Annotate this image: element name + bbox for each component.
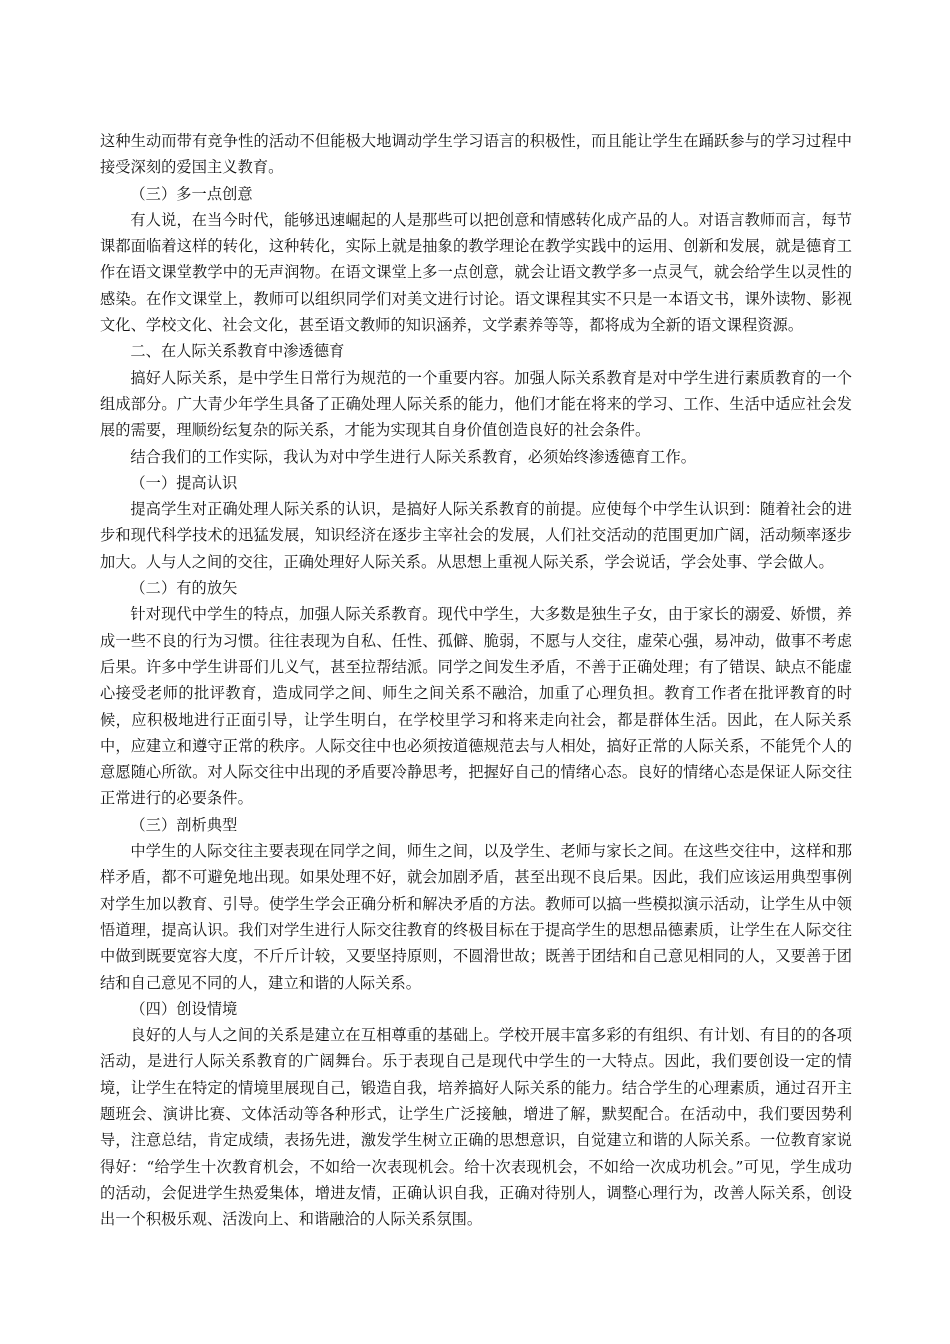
paragraph-situations: 良好的人与人之间的关系是建立在互相尊重的基础上。学校开展丰富多彩的有组织、有计划、有目的的各项活动，是进行人际关系教育的广阔舞台。乐于表现自己是现代中学生的一大特点。因此，我们要创设一定的情境，让学生在特定的情境里展现自己，锻造自我，培养搞好人际关系的能力。结合学生的心理素质，通过召开主题班会、演讲比赛、文体活动等各种形式，让学生广泛接触，增进了解，默契配合。在活动中，我们要因势利导，注意总结，肯定成绩，表扬先进，激发学生树立正确的思想意识，自觉建立和谐的人际关系。一位教育家说得好：“给学生十次教育机会，不如给一次表现机会。给十次表现机会，不如给一次成功机会。”可见，学生成功的活动，会促进学生热爱集体，增进友情，正确认识自我，正确对待别人，调整心理行为，改善人际关系，创设出一个积极乐观、活泼向上、和谐融洽的人际关系氛围。 xyxy=(100,1026,852,1229)
section-heading-creativity: （三）多一点创意 xyxy=(130,184,253,203)
section-heading-typical-cases: （三）剖析典型 xyxy=(130,815,238,834)
paragraph-typical-cases: 中学生的人际交往主要表现在同学之间，师生之间，以及学生、老师与家长之间。在这些交往中，这样和那样矛盾，都不可避免地出现。如果处理不好，就会加剧矛盾，甚至出现不良后果。因此，我们应该运用典型事例对学生加以教育、引导。使学生学会正确分析和解决矛盾的方法。教师可以搞一些模拟演示活动，让学生从中领悟道理，提高认识。我们对学生进行人际交往教育的终极目标在于提高学生的思想品德素质，让学生在人际交往中做到既要宽容大度，不斤斤计较，又要坚持原则，不圆滑世故；既善于团结和自己意见相同的人，又要善于团结和自己意见不同的人，建立和谐的人际关系。 xyxy=(100,842,852,992)
continuation-paragraph: 这种生动而带有竞争性的活动不但能极大地调动学生学习语言的积极性，而且能让学生在踊跃参与的学习过程中接受深刻的爱国主义教育。 xyxy=(100,132,852,177)
section-heading-situations: （四）创设情境 xyxy=(130,999,238,1018)
paragraph-awareness: 提高学生对正确处理人际关系的认识，是搞好人际关系教育的前提。应使每个中学生认识到：随着社会的进步和现代科学技术的迅猛发展，知识经济在逐步主宰社会的发展，人们社交活动的范围更加广阔，活动频率逐步加大。人与人之间的交往，正确处理好人际关系。从思想上重视人际关系，学会说话，学会处事、学会做人。 xyxy=(100,500,852,571)
paragraph-interpersonal-intro: 搞好人际关系，是中学生日常行为规范的一个重要内容。加强人际关系教育是对中学生进行素质教育的一个组成部分。广大青少年学生具备了正确处理人际关系的能力，他们才能在将来的学习、工作、生活中适应社会发展的需要，理顺纷纭复杂的际关系，才能为实现其自身价值创造良好的社会条件。 xyxy=(100,368,852,440)
paragraph-interpersonal-summary: 结合我们的工作实际，我认为对中学生进行人际关系教育，必须始终渗透德育工作。 xyxy=(130,447,697,466)
paragraph-targeted: 针对现代中学生的特点，加强人际关系教育。现代中学生，大多数是独生子女，由于家长的溺爱、娇惯，养成一些不良的行为习惯。往往表现为自私、任性、孤僻、脆弱，不愿与人交往，虚荣心强，易冲动，做事不考虑后果。许多中学生讲哥们儿义气，甚至拉帮结派。同学之间发生矛盾，不善于正确处理；有了错误、缺点不能虚心接受老师的批评教育，造成同学之间、师生之间关系不融洽，加重了心理负担。教育工作者在批评教育的时候，应积极地进行正面引导，让学生明白，在学校里学习和将来走向社会，都是群体生活。因此，在人际关系中，应建立和遵守正常的秩序。人际交往中也必须按道德规范去与人相处，搞好正常的人际关系，不能凭个人的意愿随心所欲。对人际交往中出现的矛盾要冷静思考，把握好自己的情绪心态。良好的情绪心态是保证人际交往正常进行的必要条件。 xyxy=(100,605,852,808)
section-heading-awareness: （一）提高认识 xyxy=(130,473,238,492)
paragraph-creativity: 有人说，在当今时代，能够迅速崛起的人是那些可以把创意和情感转化成产品的人。对语言教师而言，每节课都面临着这样的转化，这种转化，实际上就是抽象的教学理论在教学实践中的运用、创新和发展，就是德育工作在语文课堂教学中的无声润物。在语文课堂上多一点创意，就会让语文教学多一点灵气，就会给学生以灵性的感染。在作文课堂上，教师可以组织同学们对美文进行讨论。语文课程其实不只是一本语文书，课外读物、影视文化、学校文化、社会文化，甚至语文教师的知识涵养，文学素养等等，都将成为全新的语文课程资源。 xyxy=(100,210,852,335)
section-heading-interpersonal: 二、在人际关系教育中渗透德育 xyxy=(130,342,345,361)
section-heading-targeted: （二）有的放矢 xyxy=(130,579,238,598)
document-page xyxy=(100,128,852,1232)
